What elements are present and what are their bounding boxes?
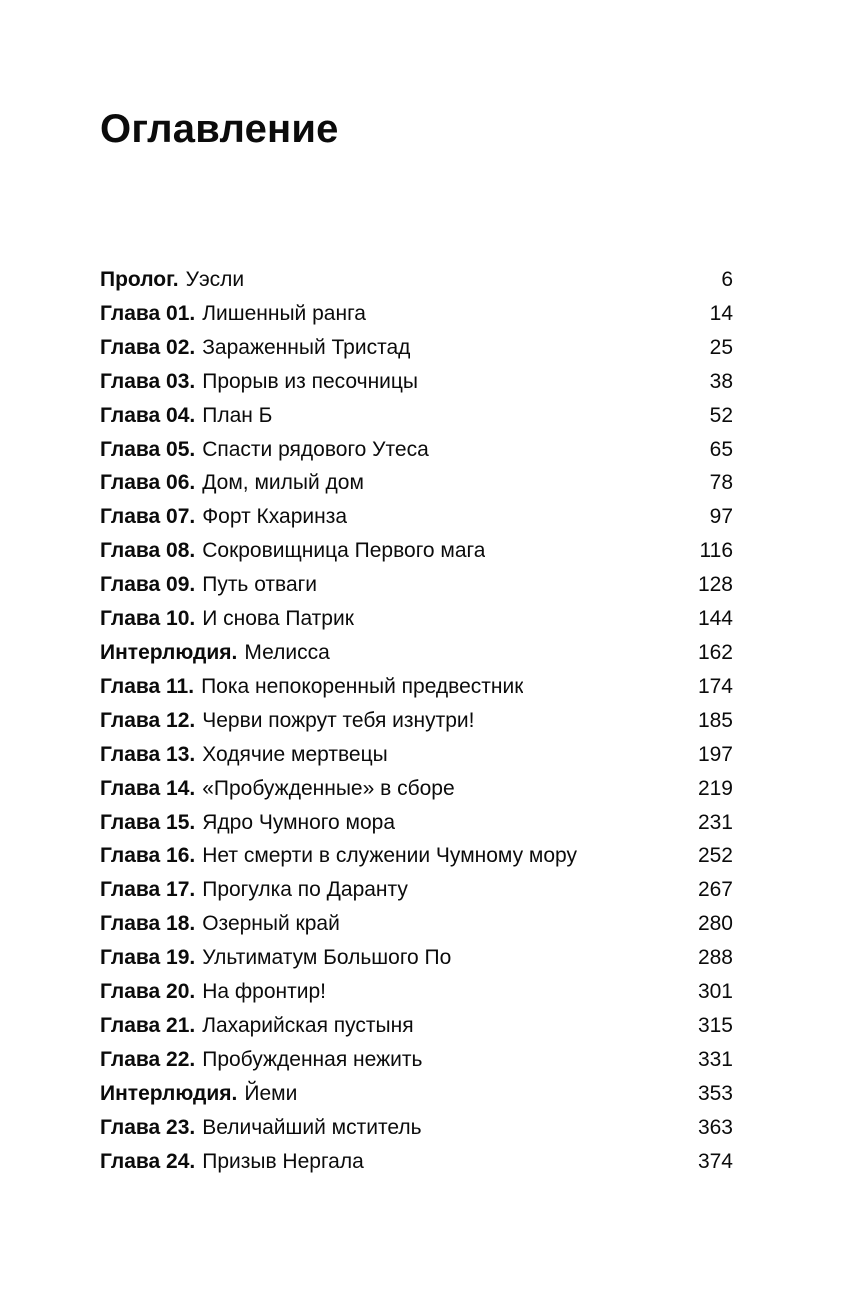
toc-entry-text — [100, 1145, 364, 1179]
toc-entry-page: 6 — [721, 268, 733, 291]
toc-entry-text — [100, 1111, 422, 1145]
toc-entry — [100, 636, 733, 670]
toc-entry-label: Глава 18. — [100, 912, 196, 936]
toc-entry-page: 78 — [709, 471, 733, 495]
toc-entry-title: Ходячие мертвецы — [202, 742, 388, 766]
toc-entry-title: Уэсли — [185, 268, 245, 291]
toc-entry-label: Глава 07. — [100, 505, 196, 529]
toc-entry — [100, 839, 733, 873]
toc-entry-page: 301 — [697, 980, 733, 1004]
toc-entry-label: Глава 16. — [100, 844, 196, 868]
toc-entry-title: Озерный край — [202, 912, 340, 936]
toc-entry-page: 374 — [697, 1149, 733, 1173]
toc-entry-page: 280 — [697, 912, 733, 936]
toc-entry-text — [100, 297, 366, 331]
toc-entry — [100, 941, 733, 975]
toc-entry-label: Глава 04. — [100, 403, 196, 427]
toc-entry-title: Нет смерти в служении Чумному мору — [202, 844, 577, 868]
toc-entry-label: Глава 01. — [100, 301, 196, 325]
toc-entry — [100, 806, 733, 840]
toc-entry-label: Глава 14. — [100, 776, 196, 800]
toc-entry-label: Глава 23. — [100, 1115, 196, 1139]
toc-entry-text — [100, 466, 364, 500]
toc-entry — [100, 1077, 733, 1111]
toc-entry-title: Ядро Чумного мора — [202, 810, 395, 834]
toc-entry-page: 14 — [709, 301, 733, 325]
toc-entry-text — [100, 738, 388, 772]
toc-entry-title: На фронтир! — [202, 980, 326, 1004]
toc-entry-text — [100, 670, 523, 704]
toc-entry-text — [100, 568, 317, 602]
toc-entry-page: 315 — [697, 1013, 733, 1037]
toc-entry-title: Ультиматум Большого По — [202, 946, 452, 970]
toc-list — [100, 263, 733, 1178]
toc-entry — [100, 263, 733, 297]
toc-entry-label: Глава 15. — [100, 810, 196, 834]
toc-entry-text — [100, 602, 354, 636]
toc-entry-title: Сокровищница Первого мага — [202, 539, 486, 563]
toc-entry-title: Прогулка по Даранту — [202, 878, 408, 902]
toc-entry-title: Лахарийская пустыня — [202, 1013, 414, 1037]
toc-entry-text — [100, 806, 395, 840]
toc-entry-label: Глава 22. — [100, 1047, 196, 1071]
toc-entry — [100, 772, 733, 806]
toc-entry — [100, 907, 733, 941]
toc-entry-label: Глава 24. — [100, 1149, 196, 1173]
toc-entry-title: Мелисса — [244, 640, 330, 664]
toc-entry-label: Пролог. — [100, 268, 179, 291]
toc-entry-label: Глава 05. — [100, 437, 196, 461]
toc-entry — [100, 704, 733, 738]
toc-entry-text — [100, 839, 577, 873]
toc-entry-label: Интерлюдия. — [100, 1081, 238, 1105]
toc-entry-page: 38 — [709, 369, 733, 393]
toc-entry-text — [100, 772, 455, 806]
toc-entry — [100, 738, 733, 772]
toc-entry-title: Пробужденная нежить — [202, 1047, 423, 1071]
toc-entry-text — [100, 941, 451, 975]
toc-entry-page: 25 — [709, 335, 733, 359]
toc-entry-title: И снова Патрик — [202, 607, 354, 631]
toc-entry-label: Глава 09. — [100, 573, 196, 597]
toc-entry-title: Дом, милый дом — [202, 471, 364, 495]
toc-entry-label: Глава 02. — [100, 335, 196, 359]
toc-entry — [100, 1009, 733, 1043]
toc-entry-title: Форт Кхаринза — [202, 505, 348, 529]
toc-entry — [100, 466, 733, 500]
toc-entry — [100, 670, 733, 704]
toc-entry-page: 128 — [697, 573, 733, 597]
toc-entry-label: Глава 17. — [100, 878, 196, 902]
page-title: Оглавление — [100, 107, 339, 151]
toc-entry-page: 174 — [697, 674, 733, 698]
toc-entry-title: Зараженный Тристад — [202, 335, 411, 359]
toc-entry — [100, 568, 733, 602]
toc-entry-title: Лишенный ранга — [202, 301, 366, 325]
toc-entry-text — [100, 263, 244, 297]
toc-entry-label: Глава 20. — [100, 980, 196, 1004]
toc-entry — [100, 1111, 733, 1145]
toc-entry-text — [100, 975, 326, 1009]
toc-entry-label: Глава 19. — [100, 946, 196, 970]
toc-entry-page: 353 — [697, 1081, 733, 1105]
toc-entry-title: Пока непокоренный предвестник — [201, 674, 524, 698]
toc-entry — [100, 297, 733, 331]
toc-entry — [100, 1043, 733, 1077]
toc-entry-page: 197 — [697, 742, 733, 766]
toc-entry-label: Глава 06. — [100, 471, 196, 495]
toc-entry-page: 331 — [697, 1047, 733, 1071]
toc-entry-title: Призыв Нергала — [202, 1149, 364, 1173]
toc-entry-title: «Пробужденные» в сборе — [202, 776, 455, 800]
toc-entry-page: 185 — [697, 708, 733, 732]
toc-entry — [100, 433, 733, 467]
toc-entry-page: 267 — [697, 878, 733, 902]
toc-entry-label: Глава 13. — [100, 742, 196, 766]
toc-entry-text — [100, 365, 418, 399]
toc-entry-page: 65 — [709, 437, 733, 461]
toc-entry-page: 363 — [697, 1115, 733, 1139]
toc-entry-label: Глава 03. — [100, 369, 196, 393]
toc-entry-page: 116 — [699, 539, 733, 563]
toc-entry-text — [100, 636, 330, 670]
toc-entry-page: 288 — [697, 946, 733, 970]
toc-entry — [100, 399, 733, 433]
toc-entry-title: Путь отваги — [202, 573, 318, 597]
toc-entry-text — [100, 433, 429, 467]
toc-entry-title: Спасти рядового Утеса — [202, 437, 429, 461]
toc-entry-page: 144 — [697, 607, 733, 631]
toc-entry-title: План Б — [202, 403, 273, 427]
toc-entry-page: 162 — [697, 640, 733, 664]
toc-entry-text — [100, 331, 410, 365]
toc-entry-page: 219 — [697, 776, 733, 800]
toc-entry — [100, 534, 733, 568]
toc-entry — [100, 365, 733, 399]
toc-entry — [100, 602, 733, 636]
toc-entry — [100, 331, 733, 365]
toc-entry-label: Глава 12. — [100, 708, 196, 732]
toc-entry-text — [100, 704, 474, 738]
toc-entry-text — [100, 399, 272, 433]
toc-entry-label: Интерлюдия. — [100, 640, 238, 664]
toc-entry-title: Черви пожрут тебя изнутри! — [202, 708, 475, 732]
toc-entry-text — [100, 500, 347, 534]
toc-entry-label: Глава 11. — [100, 674, 195, 698]
toc-entry-text — [100, 534, 485, 568]
toc-entry-page: 252 — [697, 844, 733, 868]
toc-entry-page: 52 — [709, 403, 733, 427]
toc-entry — [100, 1145, 733, 1179]
toc-entry-text — [100, 1009, 414, 1043]
toc-entry-label: Глава 08. — [100, 539, 196, 563]
toc-entry-label: Глава 10. — [100, 607, 196, 631]
toc-entry-text — [100, 1077, 297, 1111]
toc-entry-label: Глава 21. — [100, 1013, 196, 1037]
toc-entry-title: Прорыв из песочницы — [202, 369, 419, 393]
toc-entry-text — [100, 1043, 422, 1077]
toc-entry-page: 231 — [697, 810, 733, 834]
toc-entry — [100, 975, 733, 1009]
toc-entry — [100, 500, 733, 534]
toc-entry-title: Величайший мститель — [202, 1115, 422, 1139]
toc-entry-page: 97 — [709, 505, 733, 529]
toc-entry-text — [100, 907, 340, 941]
toc-entry-text — [100, 873, 408, 907]
toc-entry-title: Йеми — [244, 1081, 298, 1105]
toc-entry — [100, 873, 733, 907]
